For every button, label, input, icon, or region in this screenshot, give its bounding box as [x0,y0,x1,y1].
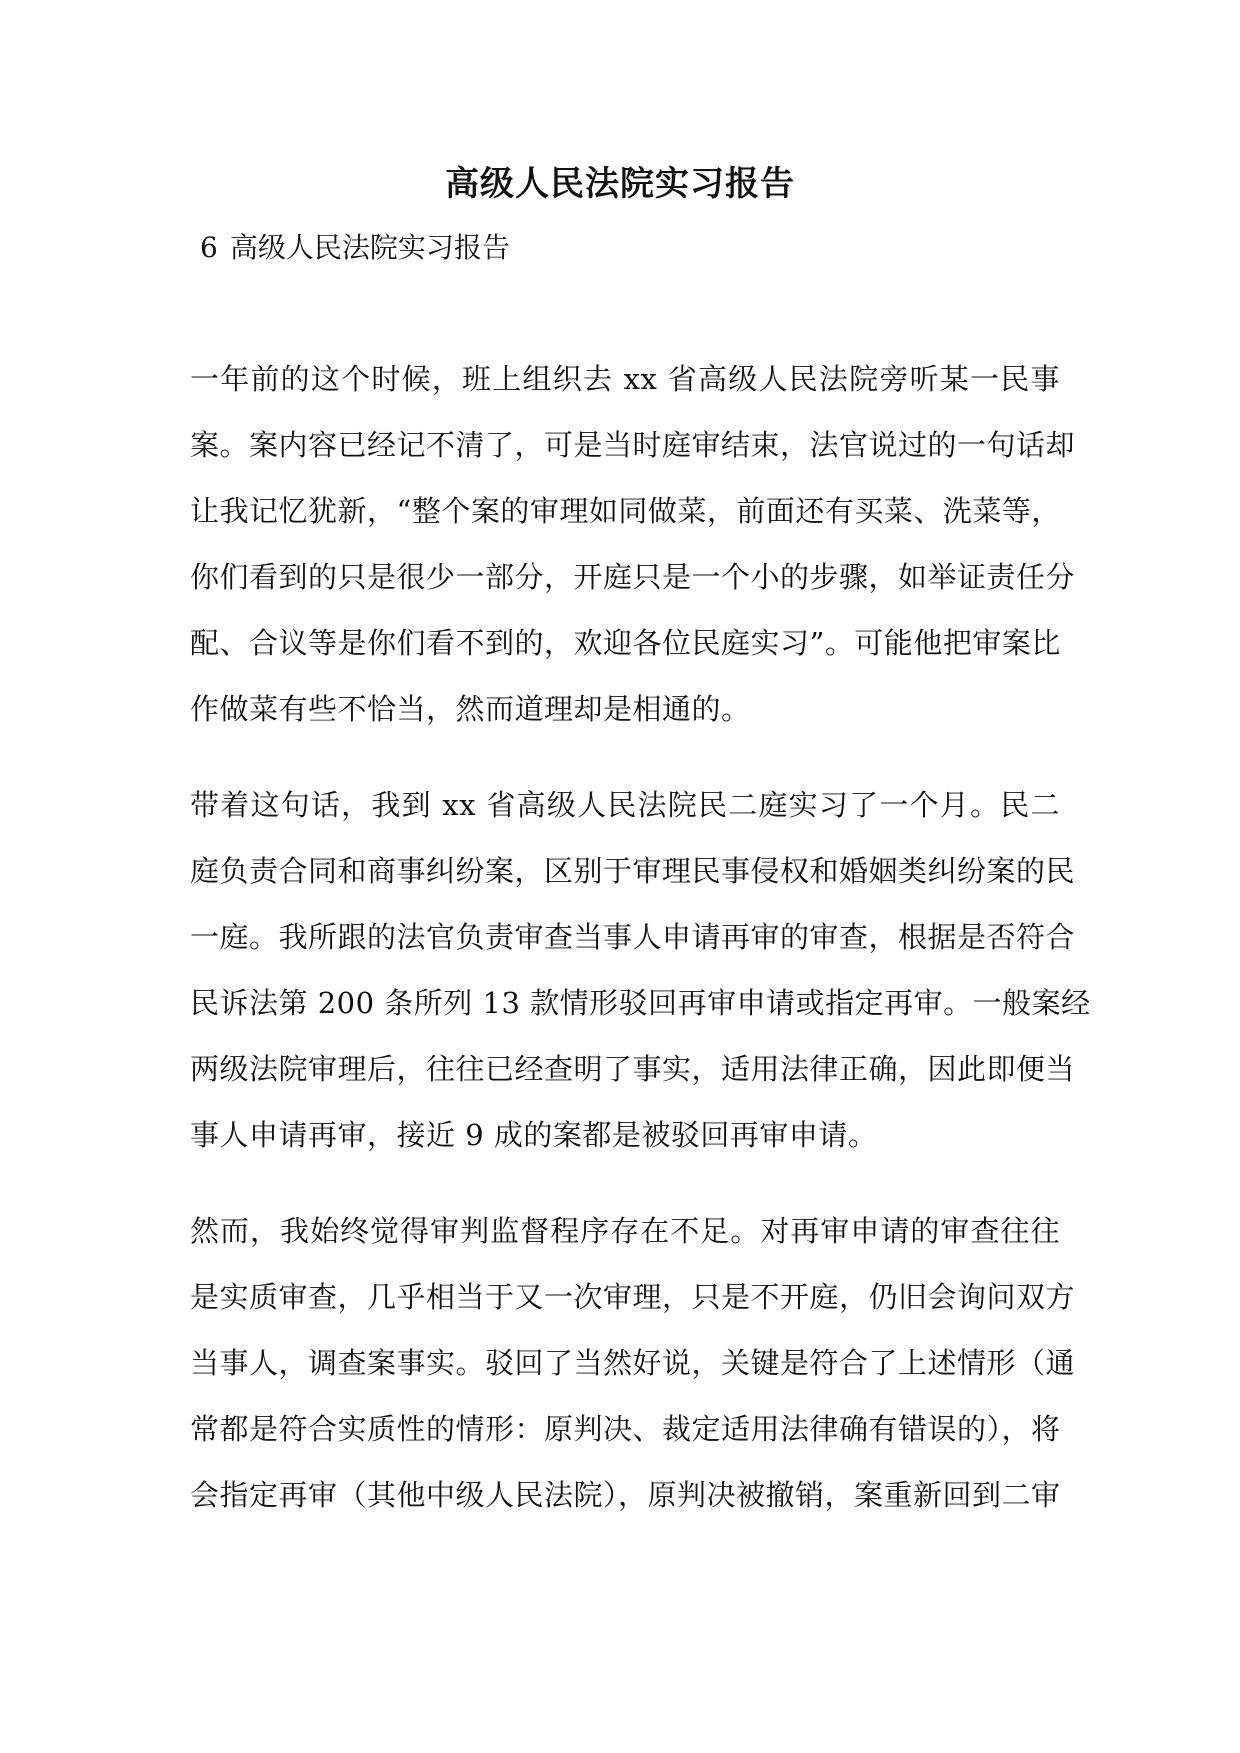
paragraph-line: 是实质审查，几乎相当于又一次审理，只是不开庭，仍旧会询问双方 [190,1280,1076,1314]
paragraph-line: 当事人，调查案事实。驳回了当然好说，关键是符合了上述情形（通 [190,1346,1076,1380]
paragraph-line: 庭负责合同和商事纠纷案，区别于审理民事侵权和婚姻类纠纷案的民 [190,854,1076,888]
paragraph-line: 案。案内容已经记不清了，可是当时庭审结束，法官说过的一句话却 [190,428,1076,462]
paragraph-line: 一年前的这个时候，班上组织去 xx 省高级人民法院旁听某一民事 [190,362,1060,396]
subtitle-text: 高级人民法院实习报告 [229,231,510,264]
paragraph-line: 配、合议等是你们看不到的，欢迎各位民庭实习”。可能他把审案比 [190,626,1061,660]
paragraph-line: 常都是符合实质性的情形：原判决、裁定适用法律确有错误的），将 [190,1412,1061,1446]
paragraph-line: 两级法院审理后，往往已经查明了事实，适用法律正确，因此即便当 [190,1052,1076,1086]
paragraph-line: 一庭。我所跟的法官负责审查当事人申请再审的审查，根据是否符合 [190,920,1076,954]
document-title: 高级人民法院实习报告 [445,164,795,204]
paragraph-2 [190,772,1091,1168]
paragraph-3 [190,1198,1076,1528]
paragraph-line: 民诉法第 200 条所列 13 款情形驳回再审申请或指定再审。一般案经 [190,986,1091,1020]
paragraph-line: 带着这句话，我到 xx 省高级人民法院民二庭实习了一个月。民二 [190,788,1060,822]
paragraph-line: 会指定再审（其他中级人民法院），原判决被撤销，案重新回到二审 [190,1478,1061,1512]
paragraph-line: 让我记忆犹新，“整个案的审理如同做菜，前面还有买菜、洗菜等， [190,494,1061,528]
paragraph-1 [190,346,1076,742]
document-subtitle [200,226,510,270]
subtitle-number: 6 [200,231,218,264]
paragraph-line: 然而，我始终觉得审判监督程序存在不足。对再审申请的审查往往 [190,1214,1060,1248]
paragraph-line: 事人申请再审，接近 9 成的案都是被驳回再审申请。 [190,1118,878,1152]
paragraph-line: 你们看到的只是很少一部分，开庭只是一个小的步骤，如举证责任分 [190,560,1076,594]
paragraph-line: 作做菜有些不恰当，然而道理却是相通的。 [190,692,751,726]
